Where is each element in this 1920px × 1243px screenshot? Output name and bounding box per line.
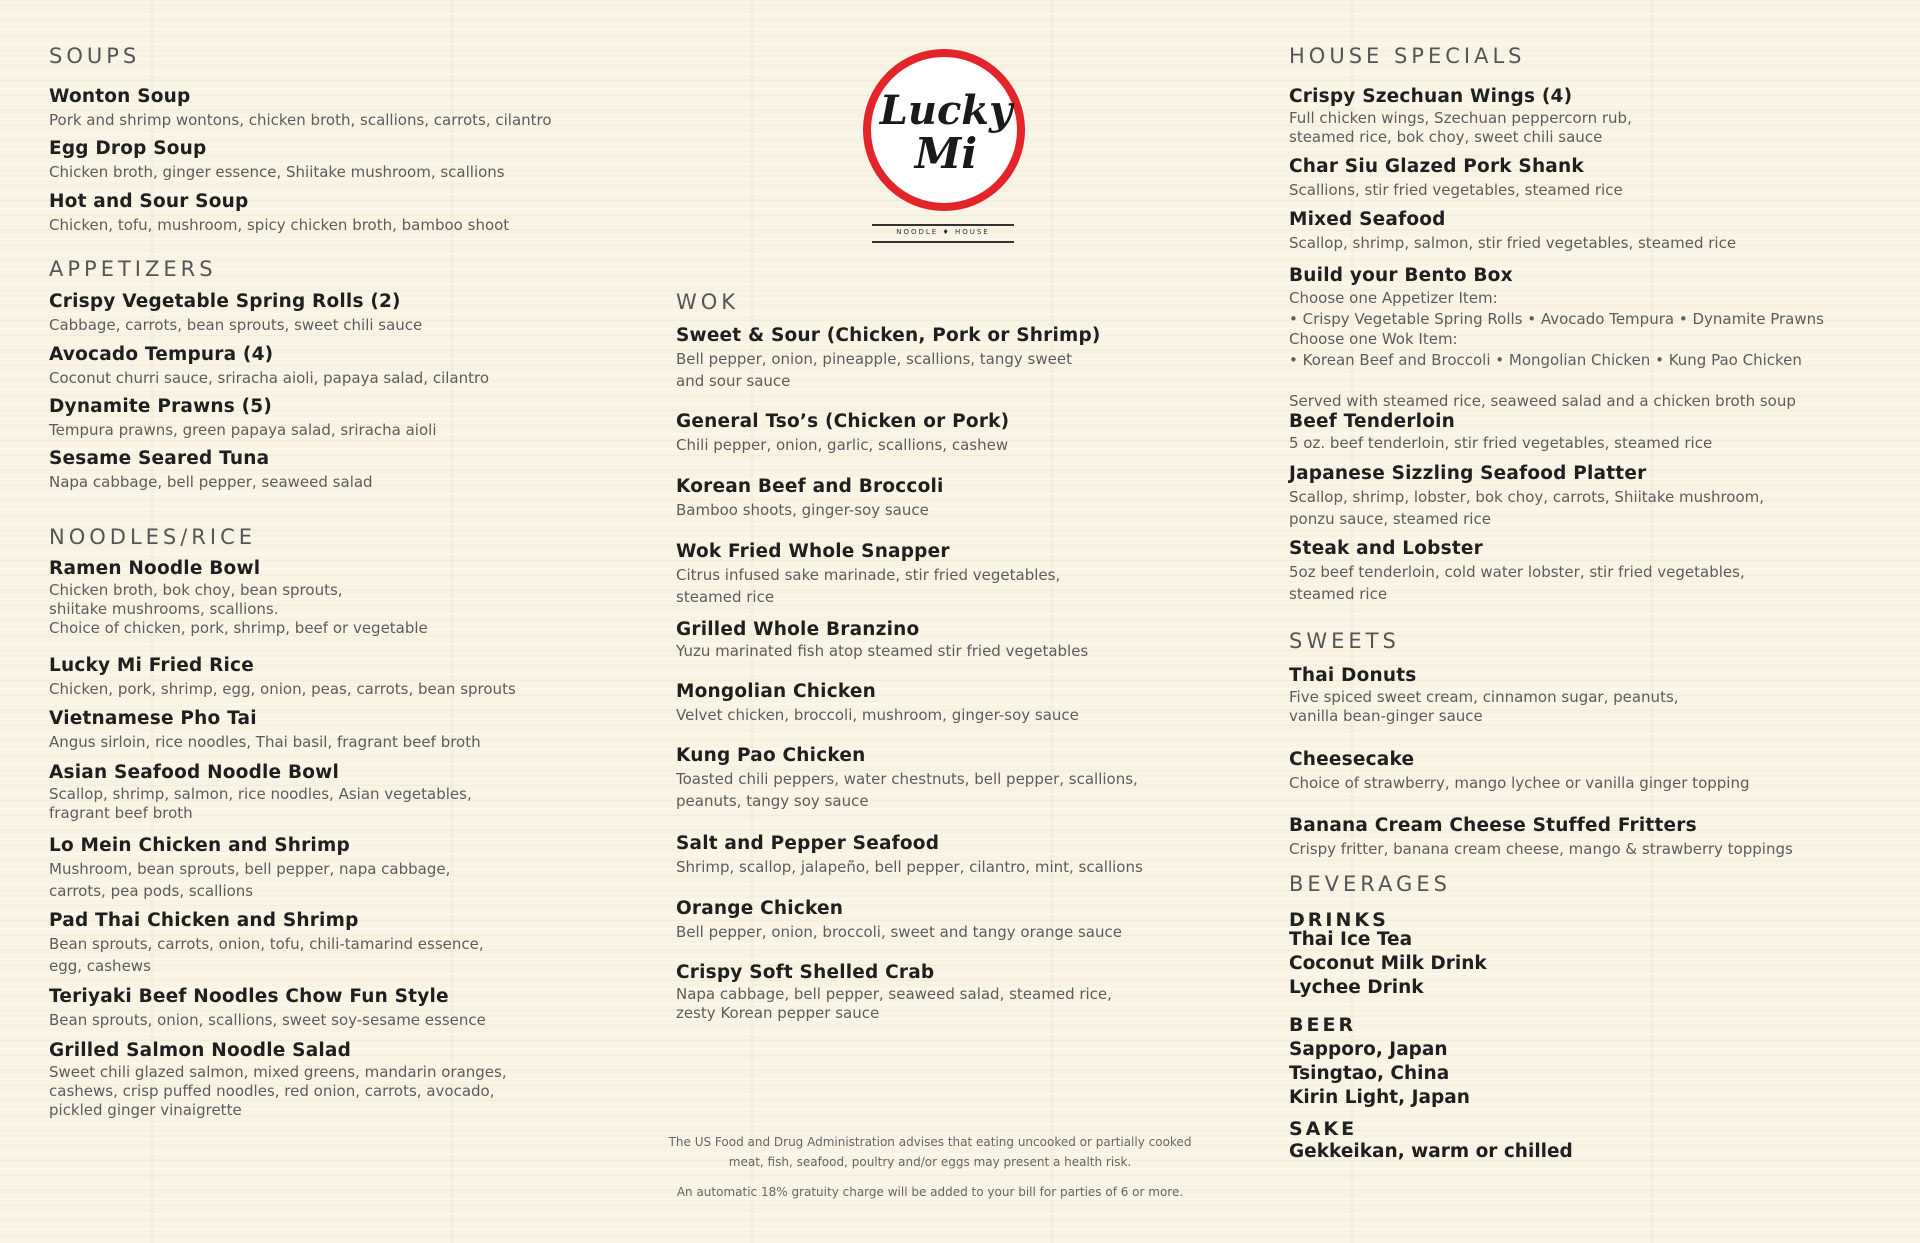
item-description: Angus sirloin, rice noodles, Thai basil, fragrant beef broth [49,733,481,751]
menu-item-hot-and-sour-soup [49,190,509,236]
menu-item-general-tsos [676,410,1009,456]
menu-item-asian-seafood-noodle-bowl [49,761,472,823]
item-name: Korean Beef and Broccoli [676,476,944,497]
gratuity-notice: An automatic 18% gratuity charge will be added to your bill for parties of 6 or more. [676,1185,1184,1199]
menu-item-lo-mein [49,834,450,902]
item-description: Coconut churri sauce, sriracha aioli, papaya salad, cilantro [49,369,490,387]
menu-item-crispy-soft-shelled-crab [676,961,1112,1023]
item-name: Sesame Seared Tuna [49,448,270,469]
menu-item-cheesecake [1289,748,1749,794]
item-name: General Tso’s (Chicken or Pork) [676,411,1010,432]
item-description: Bell pepper, onion, broccoli, sweet and tangy orange sauce [676,923,1122,941]
item-name: Pad Thai Chicken and Shrimp [49,910,359,931]
beverage-item: Thai Ice Tea [1289,929,1413,950]
section-heading-sweets: SWEETS [1289,629,1400,653]
item-name: Lo Mein Chicken and Shrimp [49,835,350,856]
menu-item-ramen-noodle-bowl [49,557,428,638]
item-description: Chili pepper, onion, garlic, scallions, cashew [676,436,1009,454]
item-description: Bamboo shoots, ginger-soy sauce [676,501,929,519]
item-name: Mixed Seafood [1289,209,1446,230]
item-name: Avocado Tempura (4) [49,344,274,365]
menu-item-korean-beef-broccoli [676,475,944,521]
item-name: Crispy Vegetable Spring Rolls (2) [49,291,401,312]
menu-item-mongolian-chicken [676,680,1079,726]
menu-item-wok-fried-whole-snapper [676,540,1060,608]
menu-item-salt-and-pepper-seafood [676,832,1143,878]
menu-item-steak-and-lobster [1289,537,1745,605]
section-heading-appetizers: APPETIZERS [49,257,217,281]
menu-item-kung-pao-chicken [676,744,1138,812]
item-description: Scallop, shrimp, lobster, bok choy, carrots, Shiitake mushroom, ponzu sauce, steamed rice [1289,488,1765,528]
item-name: Salt and Pepper Seafood [676,833,940,854]
item-name: Teriyaki Beef Noodles Chow Fun Style [49,986,449,1007]
logo-rule-bottom [872,241,1014,243]
menu-item-beef-tenderloin [1289,410,1712,453]
item-description: Crispy fritter, banana cream cheese, mango & strawberry toppings [1289,840,1793,858]
item-description: Toasted chili peppers, water chestnuts, bell pepper, scallions, peanuts, tangy soy sauce [676,770,1138,810]
item-name: Char Siu Glazed Pork Shank [1289,156,1584,177]
section-heading-noodles-rice: NOODLES/RICE [49,525,257,549]
item-description: 5 oz. beef tenderloin, stir fried vegetables, steamed rice [1289,434,1713,452]
item-description: Chicken broth, bok choy, bean sprouts, shiitake mushrooms, scallions. Choice of chicken, pork, shrimp, beef or vegetable [49,581,428,637]
beverage-item: Gekkeikan, warm or chilled [1289,1141,1573,1162]
menu-item-sesame-seared-tuna [49,447,373,493]
item-name: Grilled Salmon Noodle Salad [49,1040,352,1061]
menu-item-pad-thai [49,909,484,977]
menu-item-crispy-szechuan-wings [1289,85,1632,147]
item-description: Bean sprouts, onion, scallions, sweet soy-sesame essence [49,1011,486,1029]
item-name: Crispy Szechuan Wings (4) [1289,86,1573,107]
item-name: Dynamite Prawns (5) [49,396,272,417]
item-description: Shrimp, scallop, jalapeño, bell pepper, cilantro, mint, scallions [676,858,1143,876]
menu-item-grilled-whole-branzino [676,618,1088,661]
logo-rule-top [872,224,1014,226]
item-description: Tempura prawns, green papaya salad, sriracha aioli [49,421,437,439]
item-description: Pork and shrimp wontons, chicken broth, scallions, carrots, cilantro [49,111,552,129]
item-description: Chicken, tofu, mushroom, spicy chicken broth, bamboo shoot [49,216,510,234]
menu-item-orange-chicken [676,897,1122,943]
beverage-group-beer: BEER [1289,1014,1357,1036]
beverage-item: Tsingtao, China [1289,1063,1450,1084]
fda-disclaimer: The US Food and Drug Administration advises that eating uncooked or partially cooked meat, fish, seafood, poultry and/or eggs may present a health risk. [668,1135,1192,1169]
beverage-group-drinks: DRINKS [1289,909,1389,931]
beverage-item: Lychee Drink [1289,977,1424,998]
menu-item-spring-rolls [49,290,422,336]
item-description: Yuzu marinated fish atop steamed stir fried vegetables [676,642,1089,660]
section-heading-beverages: BEVERAGES [1289,872,1451,896]
logo-tagline: NOODLE ♦ HOUSE [896,228,990,236]
item-name: Vietnamese Pho Tai [49,708,257,729]
item-description: Scallions, stir fried vegetables, steamed rice [1289,181,1623,199]
item-description: Scallop, shrimp, salmon, stir fried vegetables, steamed rice [1289,234,1737,252]
menu-item-sweet-and-sour [676,324,1101,392]
menu-item-avocado-tempura [49,343,489,389]
item-name: Crispy Soft Shelled Crab [676,962,935,983]
item-description: Scallop, shrimp, salmon, rice noodles, Asian vegetables, fragrant beef broth [49,785,472,822]
item-description: Sweet chili glazed salmon, mixed greens, mandarin oranges, cashews, crisp puffed noodles, red onion, carrots, avocado, pickled ginger vinaigrette [49,1063,507,1119]
item-description: 5oz beef tenderloin, cold water lobster, stir fried vegetables, steamed rice [1289,563,1745,603]
logo-word-lucky: Lucky [879,87,1013,134]
item-name: Hot and Sour Soup [49,191,249,212]
menu-item-wonton-soup [49,85,552,131]
logo-ring-icon [860,46,1028,214]
menu-item-bento-box [1289,264,1824,411]
menu-item-banana-fritters [1289,814,1793,860]
item-name: Steak and Lobster [1289,538,1483,559]
item-description: Chicken, pork, shrimp, egg, onion, peas, carrots, bean sprouts [49,680,516,698]
item-description: Citrus infused sake marinade, stir fried vegetables, steamed rice [676,566,1061,606]
beverage-item: Coconut Milk Drink [1289,953,1487,974]
item-name: Mongolian Chicken [676,681,876,702]
section-heading-wok: WOK [676,290,740,314]
item-name: Wonton Soup [49,86,191,107]
beverage-item: Kirin Light, Japan [1289,1087,1470,1108]
item-name: Cheesecake [1289,749,1415,770]
logo-word-mi: Mi [914,129,978,178]
lucky-mi-logo [860,46,1028,214]
item-description: Chicken broth, ginger essence, Shiitake mushroom, scallions [49,163,505,181]
item-description: Five spiced sweet cream, cinnamon sugar, peanuts, vanilla bean-ginger sauce [1289,688,1679,725]
item-description: Full chicken wings, Szechuan peppercorn rub, steamed rice, bok choy, sweet chili sauce [1289,109,1632,146]
menu-item-lucky-mi-fried-rice [49,654,516,700]
item-description: Napa cabbage, bell pepper, seaweed salad [49,473,373,491]
section-heading-soups: SOUPS [49,44,141,68]
item-description: Cabbage, carrots, bean sprouts, sweet chili sauce [49,316,423,334]
menu-item-char-siu-pork-shank [1289,155,1623,201]
item-description: Velvet chicken, broccoli, mushroom, ginger-soy sauce [676,706,1079,724]
menu-item-vietnamese-pho-tai [49,707,481,753]
menu-item-grilled-salmon-noodle-salad [49,1039,507,1120]
menu-item-teriyaki-beef-noodles [49,985,486,1031]
beverage-item: Sapporo, Japan [1289,1039,1448,1060]
item-description: Napa cabbage, bell pepper, seaweed salad, steamed rice, zesty Korean pepper sauce [676,985,1112,1022]
item-name: Wok Fried Whole Snapper [676,541,950,562]
section-heading-house-specials: HOUSE SPECIALS [1289,44,1526,68]
item-name: Orange Chicken [676,898,844,919]
menu-item-thai-donuts [1289,664,1679,726]
item-name: Asian Seafood Noodle Bowl [49,762,339,783]
menu-item-sizzling-seafood-platter [1289,462,1764,530]
item-name: Banana Cream Cheese Stuffed Fritters [1289,815,1697,836]
menu-item-egg-drop-soup [49,137,505,183]
menu-item-dynamite-prawns [49,395,437,441]
item-description: Choice of strawberry, mango lychee or vanilla ginger topping [1289,774,1750,792]
item-name: Ramen Noodle Bowl [49,558,261,579]
item-name: Lucky Mi Fried Rice [49,655,254,676]
item-description: Bell pepper, onion, pineapple, scallions, tangy sweet and sour sauce [676,350,1072,390]
item-description: Choose one Appetizer Item: • Crispy Vegetable Spring Rolls • Avocado Tempura • Dynamite Prawns Choose one Wok Item: • Korean Beef and Broccoli • Mongolian Chicken • Kung Pao Chicken Served with steamed rice, seaweed salad and a chicken broth soup [1289,289,1824,410]
item-name: Thai Donuts [1289,665,1417,686]
item-name: Grilled Whole Branzino [676,619,920,640]
item-name: Egg Drop Soup [49,138,207,159]
item-name: Sweet & Sour (Chicken, Pork or Shrimp) [676,325,1101,346]
item-name: Build your Bento Box [1289,265,1513,286]
item-name: Kung Pao Chicken [676,745,866,766]
item-name: Japanese Sizzling Seafood Platter [1289,463,1647,484]
beverage-group-sake: SAKE [1289,1118,1358,1140]
menu-item-mixed-seafood [1289,208,1736,254]
item-description: Mushroom, bean sprouts, bell pepper, napa cabbage, carrots, pea pods, scallions [49,860,451,900]
item-name: Beef Tenderloin [1289,411,1456,432]
item-description: Bean sprouts, carrots, onion, tofu, chili-tamarind essence, egg, cashews [49,935,484,975]
